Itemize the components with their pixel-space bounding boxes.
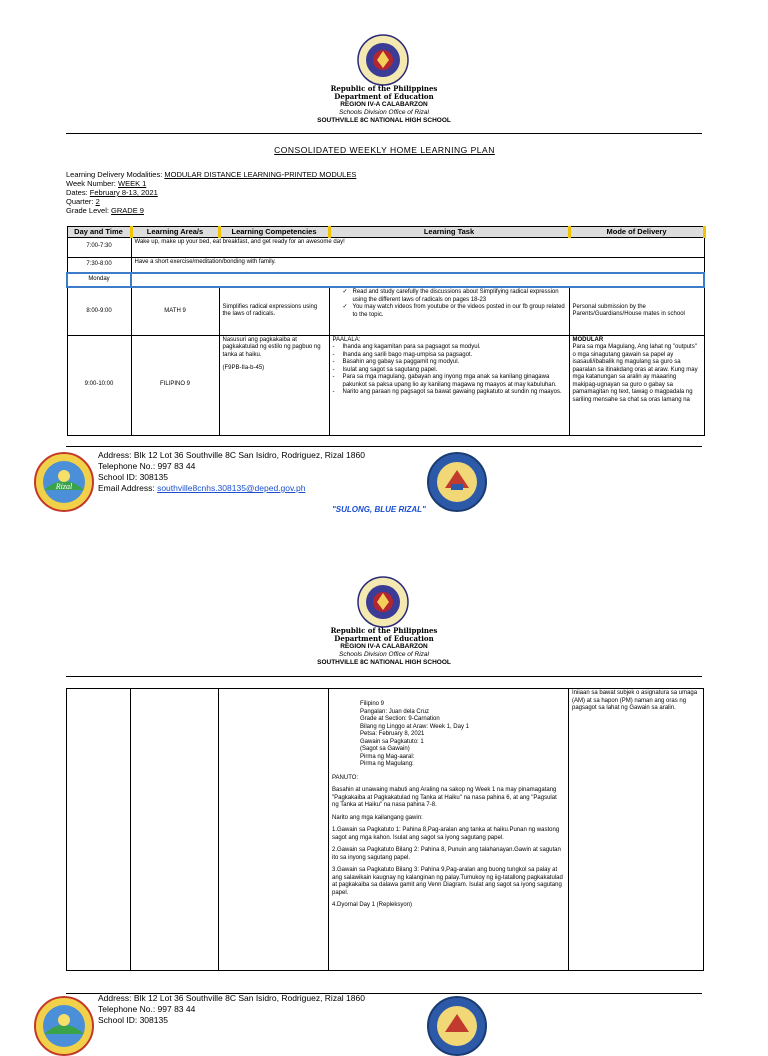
footer-school-id: School ID: 308135 <box>98 472 168 482</box>
meta-dates: Dates: February 8-13, 2021 <box>66 188 158 197</box>
time-cell <box>67 689 131 971</box>
col-header-competencies: Learning Competencies <box>219 227 329 238</box>
task-paragraph: Basahin at unawaing mabuti ang Araling na sakop ng Week 1 na may pinamagatang "Pagkakaiba at Pagkakatulad ng Tanka at Haiku" na nasa pahina 6, at ang "Pagsulat ng Tanka at Haiku" na nasa pahina 7-8. <box>332 787 557 808</box>
panuto-label: PANUTO: <box>332 774 359 781</box>
footer-telephone: Telephone No.: 997 83 44 <box>98 1004 196 1014</box>
svg-text:Rizal: Rizal <box>55 482 73 491</box>
task-paragraph: 4.Dyornal Day 1 (Repleksyon) <box>332 902 413 908</box>
task-paragraph: Narito ang mga kailangang gawin: <box>332 814 423 821</box>
table-row <box>67 335 704 435</box>
table-row <box>67 257 704 273</box>
meta-week: Week Number: WEEK 1 <box>66 179 147 188</box>
competency-cell: Nasusuri ang pagkakaiba at pagkakatulad ng estilo ng pagbuo ng tanka at haiku. (F9PB-IIa-b-45) <box>219 335 329 435</box>
republic-line: Republic of the Philippines <box>330 84 438 93</box>
footer-address: Address: Blk 12 Lot 36 Southville 8C San Isidro, Rodriguez, Rizal 1860 <box>98 450 365 460</box>
meta-grade: Grade Level: GRADE 9 <box>66 206 144 215</box>
answer-sheet-info: Filipino 9 Pangalan: Juan dela Cruz Grade at Section: 9-Carnation Bilang ng Linggo at Araw: Week 1, Day 1 Petsa: February 8, 2021 Gawain sa Pagkatuto: 1 (Sagot sa Gawain) Pirma ng Mag-aaral: Pirma ng Magulang: <box>360 701 469 767</box>
footer-telephone: Telephone No.: 997 83 44 <box>98 461 196 471</box>
meta-quarter: Quarter: 2 <box>66 197 100 206</box>
school-seal <box>425 996 489 1056</box>
rizal-seal <box>30 996 98 1056</box>
competency-cell <box>219 689 329 971</box>
learning-plan-table <box>66 226 706 436</box>
learning-area-cell <box>131 689 219 971</box>
competency-cell: Simplifies radical expressions using the laws of radicals. <box>219 287 329 335</box>
division-line: Schools Division Office of Rizal <box>339 109 429 116</box>
col-header-learning-area: Learning Area/s <box>131 227 219 238</box>
task-cell: PAALALA: - Ihanda ang kagamitan para sa pagsagot sa modyul. - Ihanda ang sarili bago mag-umpisa sa pagsagot. - Basahin ang gabay sa paggamit ng modyul. - Isulat ang sagot sa sagutang papel. - Para sa mga magulang, gabayan ang inyong mga anak sa kanilang ginagawa pakunkot sa paksa upang lio ay kanilang magawa ng maayos at may kabuluhan. - Narito ang paraan ng pagsagot sa bawat gawaing pagkatuto at sundin ng maayos. <box>329 335 569 435</box>
school-seal <box>425 452 489 512</box>
slogan: "SULONG, BLUE RIZAL" <box>332 505 426 514</box>
day-row <box>67 273 704 287</box>
routine-cell: Wake up, make up your bed, eat breakfast, and get ready for an awesome day! <box>131 237 704 257</box>
school-line: SOUTHVILLE 8C NATIONAL HIGH SCHOOL <box>317 659 451 666</box>
learning-area-cell: MATH 9 <box>131 287 219 335</box>
header-divider <box>66 676 702 677</box>
footer-contact <box>98 993 365 1026</box>
department-line: Department of Education <box>334 92 434 101</box>
meta-modalities: Learning Delivery Modalities: MODULAR DISTANCE LEARNING-PRINTED MODULES <box>66 170 357 179</box>
task-paragraph: 2.Gawain sa Pagkatuto Bilang 2: Pahina 8, Punuin ang talahanayan.Gawin at sagutan ito sa inyong sagutang papel. <box>332 847 561 861</box>
deped-seal <box>357 32 409 88</box>
division-line: Schools Division Office of Rizal <box>339 651 429 658</box>
doc-title: CONSOLIDATED WEEKLY HOME LEARNING PLAN <box>274 145 495 155</box>
routine-cell: Have a short exercise/meditation/bonding with family. <box>131 257 704 273</box>
footer-divider <box>66 446 702 447</box>
department-line: Department of Education <box>334 634 434 643</box>
footer-email-line: Email Address: southville8cnhs.308135@deped.gov.ph <box>98 483 306 493</box>
time-cell: 7:30-8:00 <box>67 257 131 273</box>
table-row <box>67 689 704 971</box>
col-header-task: Learning Task <box>329 227 569 238</box>
task-cell: ✓ Read and study carefully the discussions about Simplifying radical expression using the different laws of radicals on pages 18-23 ✓ You may watch videos from youtube or the videos posted in our fb group related to the topic. <box>329 287 569 335</box>
email-link[interactable]: southville8cnhs.308135@deped.gov.ph <box>157 483 306 493</box>
republic-line: Republic of the Philippines <box>330 626 438 635</box>
day-row-blank <box>131 273 704 287</box>
time-cell: 7:00-7:30 <box>67 237 131 257</box>
school-line: SOUTHVILLE 8C NATIONAL HIGH SCHOOL <box>317 117 451 124</box>
day-label: Monday <box>67 273 131 287</box>
time-cell: 9:00-10:00 <box>67 335 131 435</box>
task-paragraph: 1.Gawain sa Pagkatuto 1: Pahina 8,Pag-aralan ang tanka at haiku.Punan ng wastong sagot ang mga kahon. Isulat ang sagot sa iyong sagutang papel. <box>332 827 560 841</box>
task-paragraph: 3.Gawain sa Pagkatuto Bilang 3: Pahina 9,Pag-aralan ang buong tungkol sa palay at ang salawikain kaugnay ng kalanginan ng palay.Tumukoy ng iig-tatallong pagkakatulad at pagkakaiba sa dalawa gamit ang Venn Diagram. Isulat ang sagot sa iyong sagutang papel. <box>332 867 563 896</box>
footer-address: Address: Blk 12 Lot 36 Southville 8C San Isidro, Rodriguez, Rizal 1860 <box>98 993 365 1003</box>
rizal-seal <box>30 452 98 512</box>
deped-seal <box>357 574 409 630</box>
table-row <box>67 287 704 335</box>
learning-area-cell: FILIPINO 9 <box>131 335 219 435</box>
task-cell <box>329 689 569 971</box>
table-header-row <box>67 227 704 238</box>
time-cell: 8:00-9:00 <box>67 287 131 335</box>
footer-school-id: School ID: 308135 <box>98 1015 168 1025</box>
table-row <box>67 237 704 257</box>
mode-cell: Iniiaan sa bawat subjek o asignatura sa umaga (AM) at sa hapon (PM) naman ang oras ng pagsagot sa lahat ng Gawain sa aralin. <box>569 689 704 971</box>
region-line: REGION IV-A CALABARZON <box>340 101 428 108</box>
header-divider <box>66 133 702 134</box>
col-header-day-time: Day and Time <box>67 227 131 238</box>
mode-cell: Personal submission by the Parents/Guardians/House mates in school <box>569 287 704 335</box>
learning-plan-table-continued <box>66 688 704 971</box>
col-header-mode: Mode of Delivery <box>569 227 704 238</box>
footer-contact <box>98 450 365 494</box>
region-line: REGION IV-A CALABARZON <box>340 643 428 650</box>
mode-cell: MODULAR Para sa mga Magulang, Ang lahat ng "outputs" o mga sinagutang gawain sa papel ay isasauli/ibabalik ng magulang sa guro sa paaralan sa itinakdang oras at araw. Kung may mga katanungan sa aralin ay maaaring makipag-ugnayan sa guro o gabay sa pamamagitan ng text, tawag o magpadala ng sariling mensahe sa chat sa oras lamang na <box>569 335 704 435</box>
